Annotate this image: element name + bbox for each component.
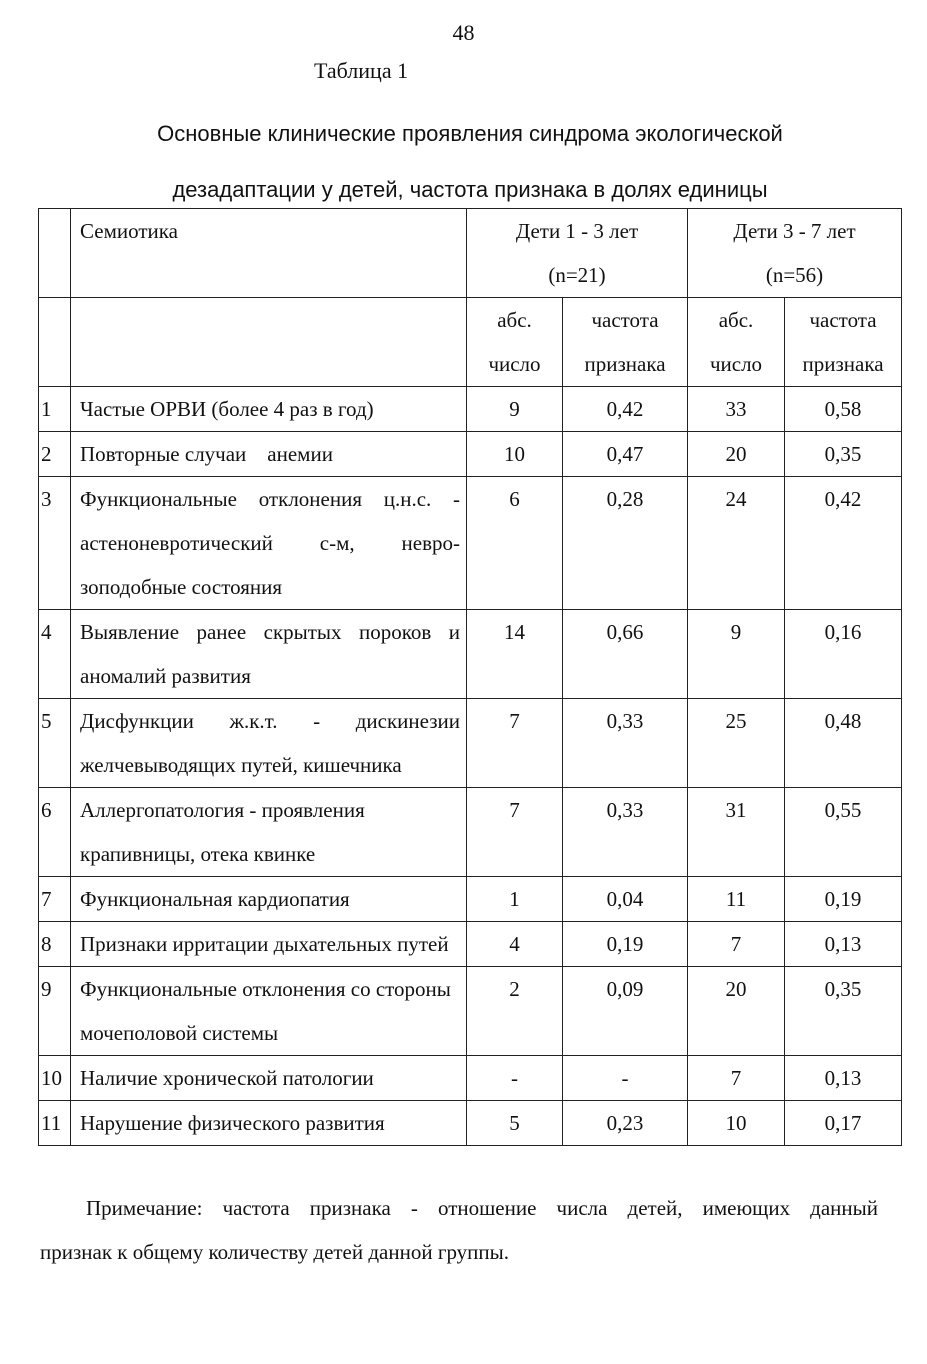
row-abs-3-7: 9 xyxy=(688,610,785,699)
footnote-line1: Примечание: частота признака - отношение числа детей, имеющих данный xyxy=(86,1196,878,1220)
row-abs-1-3: 6 xyxy=(467,477,563,610)
header-semiotics: Семиотика xyxy=(71,209,467,298)
row-abs-3-7: 33 xyxy=(688,387,785,432)
row-abs-1-3: 7 xyxy=(467,699,563,788)
header-freq-1: частота признака xyxy=(563,298,688,387)
row-symptom: Частые ОРВИ (более 4 раз в год) xyxy=(71,387,467,432)
table-title-line1: Основные клинические проявления синдрома экологической xyxy=(157,121,783,146)
row-abs-3-7: 7 xyxy=(688,1056,785,1101)
page-number: 48 xyxy=(452,20,475,45)
header-freq-2: частота признака xyxy=(785,298,902,387)
footnote xyxy=(40,1186,878,1274)
row-abs-1-3: - xyxy=(467,1056,563,1101)
header-row-groups xyxy=(39,209,902,298)
row-symptom: Наличие хронической патологии xyxy=(71,1056,467,1101)
table-row xyxy=(39,432,902,477)
row-symptom: Дисфункции ж.к.т. - дискинезии желчевыводящих путей, кишечника xyxy=(71,699,467,788)
row-freq-3-7: 0,55 xyxy=(785,788,902,877)
row-freq-3-7: 0,35 xyxy=(785,967,902,1056)
row-abs-1-3: 1 xyxy=(467,877,563,922)
row-abs-1-3: 4 xyxy=(467,922,563,967)
row-freq-1-3: 0,19 xyxy=(563,922,688,967)
row-freq-1-3: 0,33 xyxy=(563,788,688,877)
table-row xyxy=(39,877,902,922)
row-number: 1 xyxy=(39,387,71,432)
row-abs-3-7: 10 xyxy=(688,1101,785,1146)
header-empty-semiotics xyxy=(71,298,467,387)
table-title-line2: дезадаптации у детей, частота признака в долях единицы xyxy=(172,177,768,202)
row-number: 7 xyxy=(39,877,71,922)
row-freq-3-7: 0,42 xyxy=(785,477,902,610)
row-freq-3-7: 0,13 xyxy=(785,922,902,967)
row-freq-1-3: 0,04 xyxy=(563,877,688,922)
table-row xyxy=(39,788,902,877)
row-abs-1-3: 10 xyxy=(467,432,563,477)
row-symptom: Аллергопатология - проявления крапивницы, отека квинке xyxy=(71,788,467,877)
row-number: 8 xyxy=(39,922,71,967)
row-symptom: Выявление ранее скрытых пороков и аномалий развития xyxy=(71,610,467,699)
table-row xyxy=(39,1056,902,1101)
row-abs-1-3: 14 xyxy=(467,610,563,699)
table-row xyxy=(39,610,902,699)
row-freq-1-3: 0,47 xyxy=(563,432,688,477)
row-freq-1-3: 0,33 xyxy=(563,699,688,788)
row-abs-1-3: 9 xyxy=(467,387,563,432)
row-symptom: Признаки ирритации дыхательных путей xyxy=(71,922,467,967)
header-abs-1: абс. число xyxy=(467,298,563,387)
row-symptom: Повторные случаи анемии xyxy=(71,432,467,477)
row-symptom: Функциональные отклонения со стороны мочеполовой системы xyxy=(71,967,467,1056)
row-abs-3-7: 25 xyxy=(688,699,785,788)
row-freq-1-3: 0,28 xyxy=(563,477,688,610)
row-freq-3-7: 0,17 xyxy=(785,1101,902,1146)
row-number: 4 xyxy=(39,610,71,699)
row-symptom: Нарушение физического развития xyxy=(71,1101,467,1146)
row-freq-3-7: 0,16 xyxy=(785,610,902,699)
row-number: 6 xyxy=(39,788,71,877)
table-row xyxy=(39,922,902,967)
header-abs-2: абс. число xyxy=(688,298,785,387)
footnote-line2: признак к общему количеству детей данной группы. xyxy=(40,1240,510,1264)
table-row xyxy=(39,699,902,788)
row-freq-3-7: 0,58 xyxy=(785,387,902,432)
table-row xyxy=(39,1101,902,1146)
row-freq-1-3: 0,66 xyxy=(563,610,688,699)
row-number: 5 xyxy=(39,699,71,788)
row-symptom: Функциональные отклонения ц.н.с. - астеноневротический с-м, невро-зоподобные состояния xyxy=(71,477,467,610)
row-freq-1-3: - xyxy=(563,1056,688,1101)
header-group-3-7: Дети 3 - 7 лет (n=56) xyxy=(688,209,902,298)
table-label: Таблица 1 xyxy=(314,58,409,83)
header-group-1-3: Дети 1 - 3 лет (n=21) xyxy=(467,209,688,298)
row-freq-3-7: 0,13 xyxy=(785,1056,902,1101)
header-row-subcolumns xyxy=(39,298,902,387)
row-freq-3-7: 0,48 xyxy=(785,699,902,788)
row-abs-3-7: 20 xyxy=(688,432,785,477)
row-number: 9 xyxy=(39,967,71,1056)
row-abs-1-3: 7 xyxy=(467,788,563,877)
row-number: 11 xyxy=(39,1101,71,1146)
row-abs-3-7: 31 xyxy=(688,788,785,877)
row-abs-3-7: 7 xyxy=(688,922,785,967)
row-abs-3-7: 24 xyxy=(688,477,785,610)
table-row xyxy=(39,387,902,432)
clinical-manifestations-table xyxy=(38,208,902,1146)
row-abs-1-3: 2 xyxy=(467,967,563,1056)
header-index-cell xyxy=(39,209,71,298)
row-abs-3-7: 11 xyxy=(688,877,785,922)
row-freq-3-7: 0,35 xyxy=(785,432,902,477)
row-abs-1-3: 5 xyxy=(467,1101,563,1146)
row-symptom: Функциональная кардиопатия xyxy=(71,877,467,922)
row-freq-3-7: 0,19 xyxy=(785,877,902,922)
row-number: 2 xyxy=(39,432,71,477)
row-freq-1-3: 0,42 xyxy=(563,387,688,432)
table-row xyxy=(39,477,902,610)
row-number: 10 xyxy=(39,1056,71,1101)
row-number: 3 xyxy=(39,477,71,610)
table-row xyxy=(39,967,902,1056)
row-freq-1-3: 0,09 xyxy=(563,967,688,1056)
row-freq-1-3: 0,23 xyxy=(563,1101,688,1146)
header-empty-index xyxy=(39,298,71,387)
row-abs-3-7: 20 xyxy=(688,967,785,1056)
